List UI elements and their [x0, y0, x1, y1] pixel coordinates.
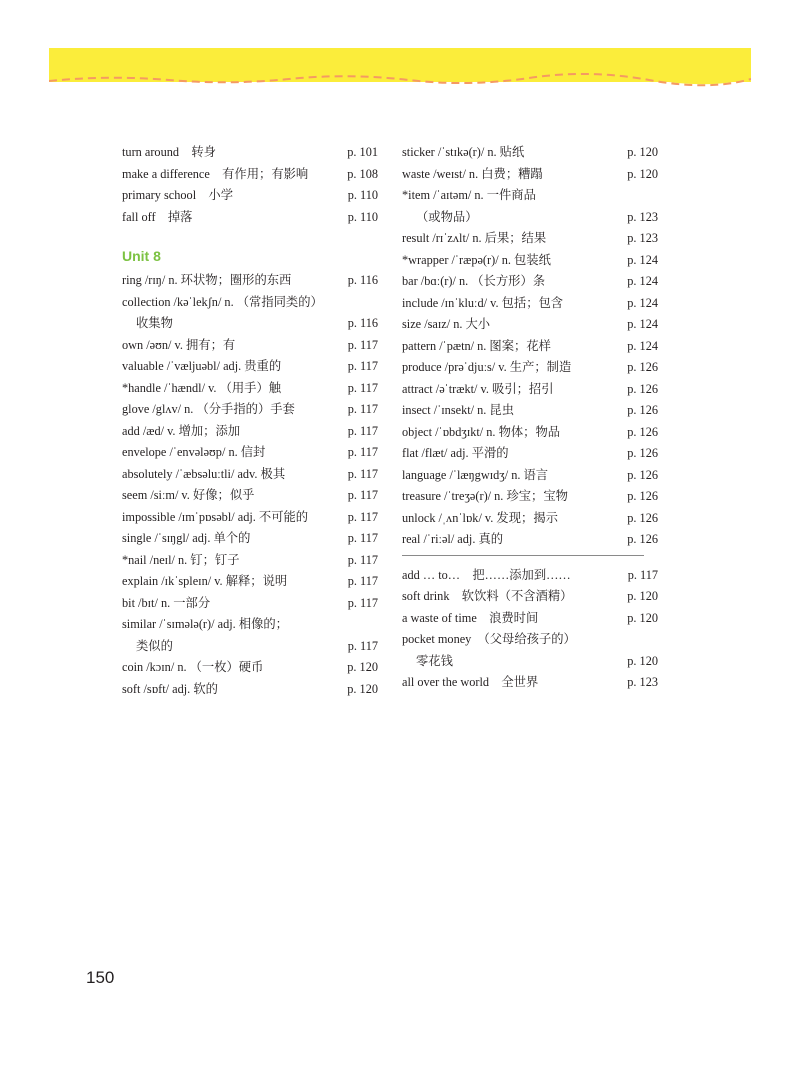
entry-text: *nail /neɪl/ n. 钉；钉子	[122, 552, 240, 567]
entry-text: valuable /ˈvæljuəbl/ adj. 贵重的	[122, 359, 282, 373]
vocab-entry	[402, 250, 658, 272]
entry-page-ref: p. 126	[627, 381, 658, 396]
entry-page-ref: p. 117	[347, 423, 378, 438]
entry-page-ref: p. 117	[347, 445, 378, 459]
vocab-entry	[402, 293, 658, 315]
entry-text: bar /bɑː(r)/ n. （长方形）条	[402, 274, 546, 288]
entry-page-ref: p. 117	[347, 488, 378, 502]
vocab-entry	[122, 593, 378, 615]
entry-text: a waste of time 浪费时间	[402, 610, 539, 625]
entry-text: 收集物	[136, 316, 173, 330]
vocab-entry	[402, 422, 658, 444]
entry-page-ref: p. 124	[627, 317, 658, 331]
vocab-entry	[402, 228, 658, 250]
vocab-entry	[122, 679, 378, 701]
entry-page-ref: p. 120	[627, 166, 658, 181]
vocab-entry	[402, 629, 658, 651]
entry-page-ref: p. 117	[347, 574, 378, 588]
entry-page-ref: p. 117	[347, 359, 378, 373]
vocab-entry	[402, 651, 658, 673]
entry-text: collection /kəˈlekʃn/ n. （常指同类的）	[122, 294, 323, 309]
vocab-entry	[122, 356, 378, 378]
entry-text: add … to… 把……添加到……	[402, 567, 571, 582]
entry-text: impossible /ɪmˈpɒsəbl/ adj. 不可能的	[122, 509, 309, 524]
entry-text: turn around 转身	[122, 145, 216, 159]
entry-page-ref: p. 117	[347, 337, 378, 352]
entry-page-ref: p. 120	[627, 145, 658, 159]
entry-text: soft /sɒft/ adj. 软的	[122, 681, 218, 696]
vocab-entry	[402, 508, 658, 530]
entry-text: size /saɪz/ n. 大小	[402, 317, 491, 331]
vocab-entry	[402, 465, 658, 487]
entry-text: pattern /ˈpætn/ n. 图案；花样	[402, 338, 551, 353]
entry-text: soft drink 软饮料（不含酒精）	[402, 589, 573, 603]
vocab-entry	[122, 207, 378, 229]
entry-page-ref: p. 116	[347, 316, 378, 330]
entry-text: bit /bɪt/ n. 一部分	[122, 595, 211, 610]
vocab-entry	[122, 292, 378, 314]
entry-page-ref: p. 120	[627, 610, 658, 625]
entry-page-ref: p. 101	[347, 145, 378, 159]
vocab-entry	[122, 614, 378, 636]
entry-page-ref: p. 124	[627, 338, 658, 353]
entry-text: attract /əˈtrækt/ v. 吸引；招引	[402, 381, 554, 396]
entry-text: own /əʊn/ v. 拥有；有	[122, 337, 236, 352]
entry-text: single /ˈsɪŋgl/ adj. 单个的	[122, 531, 251, 545]
vocab-entry	[122, 571, 378, 593]
entry-page-ref: p. 117	[627, 567, 658, 582]
entry-text: waste /weɪst/ n. 白费；糟蹋	[402, 166, 543, 181]
vocab-entry	[122, 185, 378, 207]
vocab-entry	[122, 636, 378, 658]
entry-page-ref: p. 126	[627, 360, 658, 374]
entry-page-ref: p. 117	[347, 466, 378, 481]
vocab-entry	[122, 442, 378, 464]
entry-text: unlock /ˌʌnˈlɒk/ v. 发现；揭示	[402, 510, 558, 525]
entry-page-ref: p. 120	[627, 589, 658, 603]
vocab-entry	[122, 464, 378, 486]
banner-dashed-edge	[49, 70, 751, 90]
vocab-entry	[122, 657, 378, 679]
entry-text: result /rɪˈzʌlt/ n. 后果；结果	[402, 231, 547, 245]
vocab-entry	[122, 550, 378, 572]
vocab-entry	[122, 164, 378, 186]
entry-page-ref: p. 116	[347, 273, 378, 287]
entry-page-ref: p. 126	[627, 403, 658, 417]
entry-text: primary school 小学	[122, 188, 233, 202]
entry-page-ref: p. 124	[627, 252, 658, 267]
vocab-entry	[402, 314, 658, 336]
entry-page-ref: p. 117	[347, 531, 378, 545]
entry-text: coin /kɔɪn/ n. （一枚）硬币	[122, 660, 264, 674]
entry-text: seem /siːm/ v. 好像；似乎	[122, 488, 255, 502]
entry-page-ref: p. 117	[347, 595, 378, 610]
entry-text: fall off 掉落	[122, 209, 193, 224]
entry-text: （或物品）	[416, 209, 478, 224]
entry-text: treasure /ˈtreʒə(r)/ n. 珍宝；宝物	[402, 489, 568, 503]
entry-text: *handle /ˈhændl/ v. （用手）触	[122, 380, 282, 395]
vocab-entry	[402, 608, 658, 630]
entry-text: real /ˈriːəl/ adj. 真的	[402, 532, 504, 546]
entry-page-ref: p. 117	[347, 380, 378, 395]
vocab-entry	[402, 672, 658, 694]
page-number: 150	[86, 968, 115, 987]
entry-page-ref: p. 126	[627, 467, 658, 482]
vocab-entry	[402, 142, 658, 164]
entry-page-ref: p. 120	[347, 681, 378, 696]
entry-text: produce /prəˈdjuːs/ v. 生产；制造	[402, 360, 572, 374]
entry-text: all over the world 全世界	[402, 675, 539, 689]
vocab-entry	[122, 485, 378, 507]
vocab-entry	[122, 378, 378, 400]
vocab-entry	[402, 565, 658, 587]
entry-text: include /ɪnˈkluːd/ v. 包括；包含	[402, 295, 564, 310]
entry-text: similar /ˈsɪmələ(r)/ adj. 相像的；	[122, 617, 288, 631]
entry-page-ref: p. 126	[627, 489, 658, 503]
entry-page-ref: p. 117	[347, 509, 378, 524]
entry-page-ref: p. 124	[627, 295, 658, 310]
entry-page-ref: p. 126	[627, 532, 658, 546]
left-column	[122, 142, 378, 700]
entry-page-ref: p. 120	[347, 660, 378, 674]
right-word-list	[402, 142, 658, 551]
entry-text: *item /ˈaɪtəm/ n. 一件商品	[402, 188, 536, 202]
vocab-entry	[402, 336, 658, 358]
entry-page-ref: p. 123	[627, 675, 658, 689]
entry-page-ref: p. 124	[627, 274, 658, 288]
vocab-entry	[122, 313, 378, 335]
vocab-entry	[122, 335, 378, 357]
entry-page-ref: p. 108	[347, 166, 378, 181]
vocab-entry	[122, 507, 378, 529]
entry-page-ref: p. 123	[627, 231, 658, 245]
vocab-entry	[402, 379, 658, 401]
vocab-entry	[402, 529, 658, 551]
entry-text: add /æd/ v. 增加；添加	[122, 423, 241, 438]
unit-heading: Unit 8	[122, 248, 161, 264]
vocab-entry	[402, 185, 658, 207]
entry-page-ref: p. 117	[347, 552, 378, 567]
entry-page-ref: p. 123	[627, 209, 658, 224]
entry-page-ref: p. 110	[347, 209, 378, 224]
vocab-entry	[402, 586, 658, 608]
entry-page-ref: p. 126	[627, 510, 658, 525]
entry-page-ref: p. 126	[627, 424, 658, 439]
vocab-entry	[122, 270, 378, 292]
entry-text: 类似的	[136, 638, 173, 653]
right-phrases-list	[402, 565, 658, 694]
vocab-entry	[402, 164, 658, 186]
entry-page-ref: p. 117	[347, 638, 378, 653]
vocab-entry	[402, 400, 658, 422]
entry-text: glove /glʌv/ n. （分手指的）手套	[122, 402, 295, 416]
entry-page-ref: p. 110	[347, 188, 378, 202]
vocab-entry	[402, 207, 658, 229]
vocab-entry	[122, 142, 378, 164]
entry-page-ref: p. 117	[347, 402, 378, 416]
entry-text: pocket money （父母给孩子的）	[402, 632, 576, 646]
vocab-entry	[402, 486, 658, 508]
vocab-entry	[122, 399, 378, 421]
section-divider	[402, 551, 658, 565]
entry-text: *wrapper /ˈræpə(r)/ n. 包装纸	[402, 252, 551, 267]
entry-page-ref: p. 120	[627, 653, 658, 668]
entry-text: 零花钱	[416, 653, 453, 668]
entry-text: ring /rɪŋ/ n. 环状物；圈形的东西	[122, 273, 292, 287]
entry-text: flat /flæt/ adj. 平滑的	[402, 446, 509, 460]
entry-page-ref: p. 126	[627, 446, 658, 460]
right-column	[402, 142, 658, 694]
entry-text: make a difference 有作用；有影响	[122, 166, 309, 181]
entry-text: language /ˈlæŋgwɪdʒ/ n. 语言	[402, 467, 549, 482]
unit8-word-list	[122, 270, 378, 700]
entry-text: object /ˈɒbdʒɪkt/ n. 物体；物品	[402, 424, 561, 439]
entry-text: explain /ɪkˈspleɪn/ v. 解释；说明	[122, 574, 288, 588]
left-phrases-list	[122, 142, 378, 228]
entry-text: absolutely /ˈæbsəluːtli/ adv. 极其	[122, 466, 286, 481]
vocab-entry	[402, 443, 658, 465]
entry-text: envelope /ˈenvələʊp/ n. 信封	[122, 445, 266, 459]
vocab-entry	[122, 528, 378, 550]
vocab-entry	[402, 271, 658, 293]
vocab-entry	[122, 421, 378, 443]
vocab-entry	[402, 357, 658, 379]
entry-text: insect /ˈɪnsekt/ n. 昆虫	[402, 403, 515, 417]
entry-text: sticker /ˈstɪkə(r)/ n. 贴纸	[402, 145, 525, 159]
